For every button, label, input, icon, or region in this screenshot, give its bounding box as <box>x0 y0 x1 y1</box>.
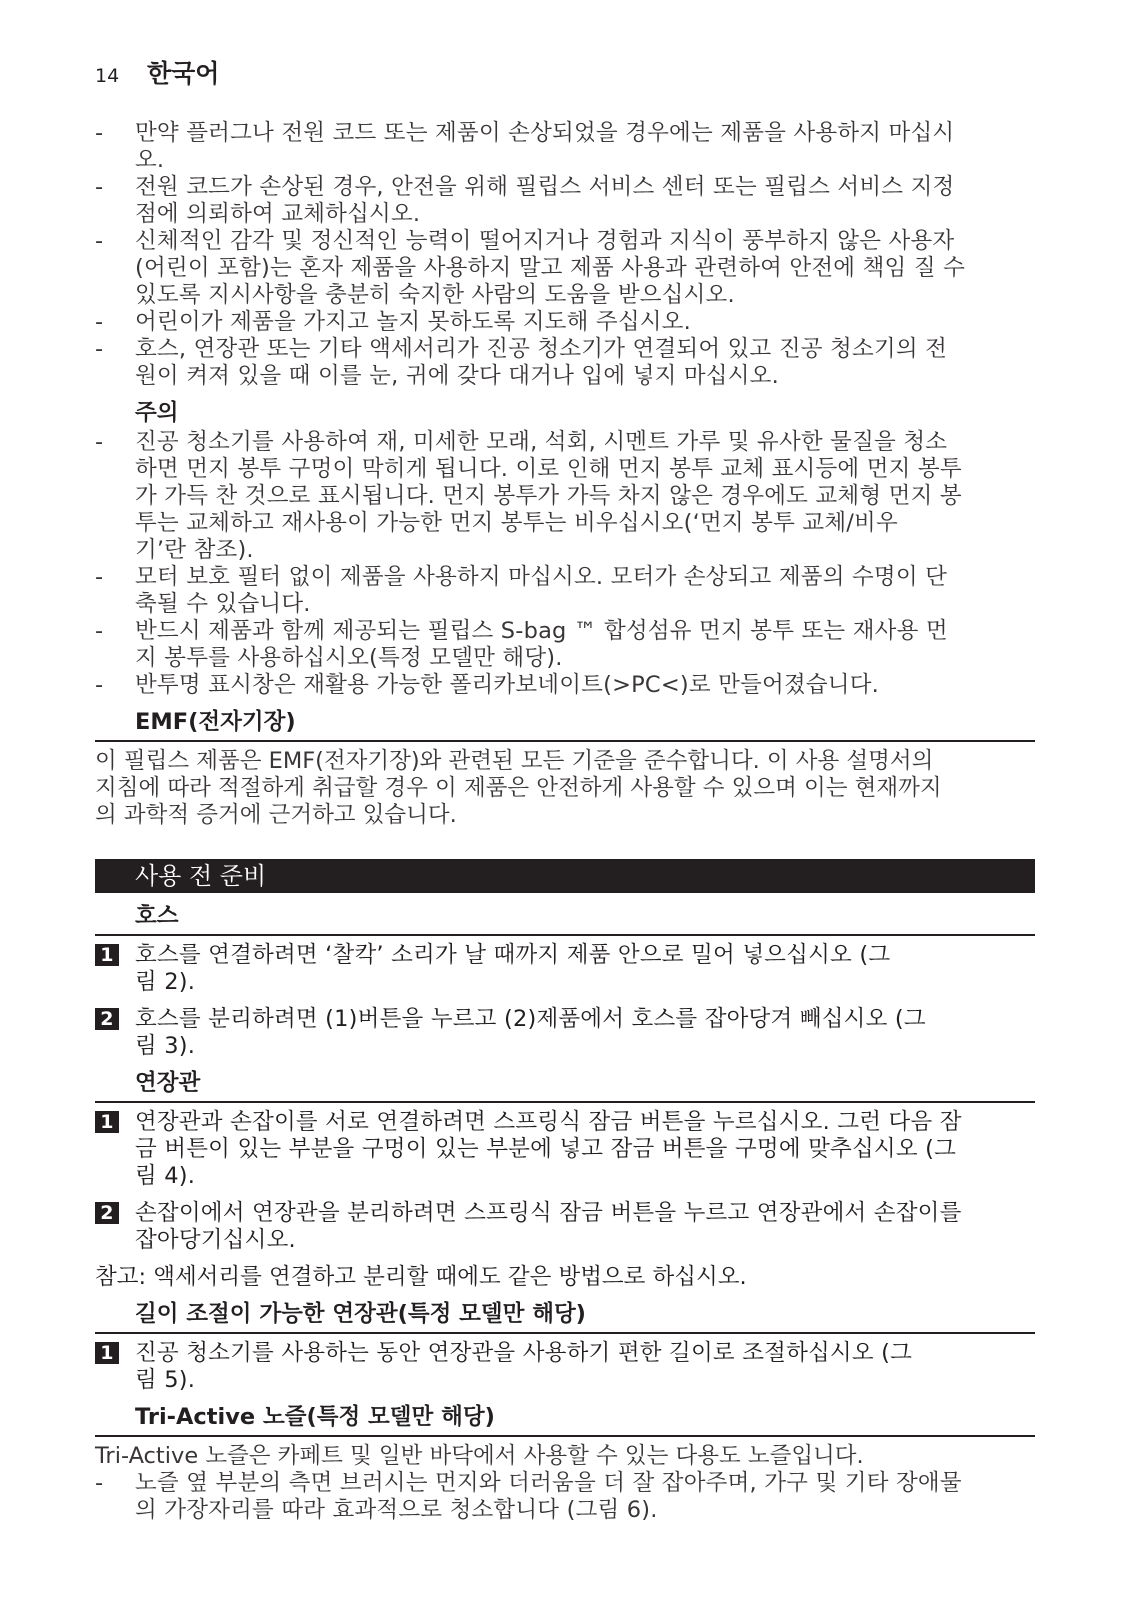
warning-item-line: 원이 켜져 있을 때 이를 눈, 귀에 갖다 대거나 입에 넣지 마십시오. <box>135 363 779 389</box>
step-number-badge: 1 <box>95 1111 119 1133</box>
warnings-list <box>95 120 1035 390</box>
triactive-item-line: 노즐 옆 부분의 측면 브러시는 먼지와 더러움을 더 잘 잡아주며, 가구 및 기타 장애물 <box>135 1470 962 1496</box>
warning-item <box>95 336 1035 390</box>
warning-item <box>95 174 1035 228</box>
hose-step <box>95 1006 1035 1060</box>
triactive-heading: Tri-Active 노즐(특정 모델만 해당) <box>95 1404 1035 1437</box>
tube-step-line: 림 4). <box>135 1163 196 1189</box>
bullet-dash: - <box>95 336 104 362</box>
step-number-badge: 2 <box>95 1202 119 1224</box>
caution-item-line: 모터 보호 필터 없이 제품을 사용하지 마십시오. 모터가 손상되고 제품의 수명이 단 <box>135 564 948 590</box>
triactive-item <box>95 1470 1035 1524</box>
tube-steps <box>95 1109 1035 1254</box>
language-title: 한국어 <box>147 59 220 88</box>
warning-item-line: 어린이가 제품을 가지고 놀지 못하도록 지도해 주십시오. <box>135 309 691 335</box>
emf-line: 의 과학적 증거에 근거하고 있습니다. <box>95 802 457 828</box>
caution-item-line: 진공 청소기를 사용하여 재, 미세한 모래, 석회, 시멘트 가루 및 유사한 물질을 청소 <box>135 429 948 455</box>
bullet-dash: - <box>95 309 104 335</box>
triactive-intro: Tri-Active 노즐은 카페트 및 일반 바닥에서 사용할 수 있는 다용도 노즐입니다. <box>95 1443 864 1469</box>
tube-step-line: 잡아당기십시오. <box>135 1227 296 1253</box>
emf-heading: EMF(전자기장) <box>95 709 1035 742</box>
caution-item <box>95 672 1035 699</box>
warning-item-line: 전원 코드가 손상된 경우, 안전을 위해 필립스 서비스 센터 또는 필립스 서비스 지정 <box>135 174 955 200</box>
triactive-item-line: 의 가장자리를 따라 효과적으로 청소합니다 (그림 6). <box>135 1497 658 1523</box>
warning-item-line: 점에 의뢰하여 교체하십시오. <box>135 201 421 227</box>
warning-item-line: 호스, 연장관 또는 기타 액세서리가 진공 청소기가 연결되어 있고 진공 청소기의 전 <box>135 336 948 362</box>
hose-step-line: 림 2). <box>135 969 196 995</box>
warning-item-line: 있도록 지시사항을 충분히 숙지한 사람의 도움을 받으십시오. <box>135 282 735 308</box>
hose-step-line: 호스를 연결하려면 ‘찰칵’ 소리가 날 때까지 제품 안으로 밀어 넣으십시오 (그 <box>135 942 891 968</box>
caution-item-line: 가 가득 찬 것으로 표시됩니다. 먼지 봉투가 가득 차지 않은 경우에도 교체형 먼지 봉 <box>135 483 962 509</box>
warning-item-line: 신체적인 감각 및 정신적인 능력이 떨어지거나 경험과 지식이 풍부하지 않은 사용자 <box>135 228 955 254</box>
tube-step-line: 연장관과 손잡이를 서로 연결하려면 스프링식 잠금 버튼을 누르십시오. 그런 다음 잠 <box>135 1109 962 1135</box>
adjustable-step-line: 진공 청소기를 사용하는 동안 연장관을 사용하기 편한 길이로 조절하십시오 (그 <box>135 1340 913 1366</box>
caution-item-line: 기’란 참조). <box>135 537 254 563</box>
hose-step <box>95 942 1035 996</box>
caution-item-line: 반투명 표시창은 재활용 가능한 폴리카보네이트(>PC<)로 만들어졌습니다. <box>135 672 880 698</box>
caution-item-line: 축될 수 있습니다. <box>135 591 311 617</box>
page-header <box>95 54 219 90</box>
bullet-dash: - <box>95 120 104 146</box>
caution-item-line: 투는 교체하고 재사용이 가능한 먼지 봉투는 비우십시오(‘먼지 봉투 교체/비우 <box>135 510 898 536</box>
tube-note: 참고: 액세서리를 연결하고 분리할 때에도 같은 방법으로 하십시오. <box>95 1264 747 1290</box>
adjustable-heading: 길이 조절이 가능한 연장관(특정 모델만 해당) <box>95 1301 1035 1334</box>
hose-steps <box>95 942 1035 1060</box>
bullet-dash: - <box>95 228 104 254</box>
step-number-badge: 1 <box>95 1342 119 1364</box>
warning-item <box>95 309 1035 336</box>
emf-paragraph <box>95 748 1035 829</box>
section-title-bar: 사용 전 준비 <box>95 859 1035 893</box>
caution-item <box>95 429 1035 564</box>
caution-heading: 주의 <box>135 400 179 426</box>
emf-line: 지침에 따라 적절하게 취급할 경우 이 제품은 안전하게 사용할 수 있으며 이는 현재까지 <box>95 775 942 801</box>
step-number-badge: 2 <box>95 1008 119 1030</box>
bullet-dash: - <box>95 672 104 698</box>
page-body <box>95 120 1035 1524</box>
adjustable-steps <box>95 1340 1035 1394</box>
tube-step-line: 손잡이에서 연장관을 분리하려면 스프링식 잠금 버튼을 누르고 연장관에서 손잡이를 <box>135 1200 962 1226</box>
warning-item <box>95 120 1035 174</box>
hose-step-line: 림 3). <box>135 1033 196 1059</box>
warning-item-line: 오. <box>135 147 165 173</box>
warning-item-line: (어린이 포함)는 혼자 제품을 사용하지 말고 제품 사용과 관련하여 안전에 책임 질 수 <box>135 255 966 281</box>
caution-item <box>95 618 1035 672</box>
caution-item <box>95 564 1035 618</box>
bullet-dash: - <box>95 1470 104 1496</box>
hose-heading: 호스 <box>95 903 1035 936</box>
bullet-dash: - <box>95 174 104 200</box>
adjustable-step-line: 림 5). <box>135 1367 196 1393</box>
triactive-list <box>95 1470 1035 1524</box>
caution-item-line: 반드시 제품과 함께 제공되는 필립스 S-bag ™ 합성섬유 먼지 봉투 또는 재사용 먼 <box>135 618 948 644</box>
tube-step <box>95 1200 1035 1254</box>
caution-item-line: 지 봉투를 사용하십시오(특정 모델만 해당). <box>135 645 563 671</box>
caution-item-line: 하면 먼지 봉투 구멍이 막히게 됩니다. 이로 인해 먼지 봉투 교체 표시등에 먼지 봉투 <box>135 456 962 482</box>
hose-step-line: 호스를 분리하려면 (1)버튼을 누르고 (2)제품에서 호스를 잡아당겨 빼십시오 (그 <box>135 1006 926 1032</box>
step-number-badge: 1 <box>95 944 119 966</box>
page-number: 14 <box>95 65 120 87</box>
bullet-dash: - <box>95 564 104 590</box>
warning-item <box>95 228 1035 309</box>
tube-heading: 연장관 <box>95 1070 1035 1103</box>
caution-list <box>95 429 1035 699</box>
tube-step-line: 금 버튼이 있는 부분을 구멍이 있는 부분에 넣고 잠금 버튼을 구멍에 맞추십시오 (그 <box>135 1136 957 1162</box>
tube-step <box>95 1109 1035 1190</box>
emf-line: 이 필립스 제품은 EMF(전자기장)와 관련된 모든 기준을 준수합니다. 이 사용 설명서의 <box>95 748 934 774</box>
bullet-dash: - <box>95 429 104 455</box>
adjustable-step <box>95 1340 1035 1394</box>
warning-item-line: 만약 플러그나 전원 코드 또는 제품이 손상되었을 경우에는 제품을 사용하지 마십시 <box>135 120 955 146</box>
bullet-dash: - <box>95 618 104 644</box>
